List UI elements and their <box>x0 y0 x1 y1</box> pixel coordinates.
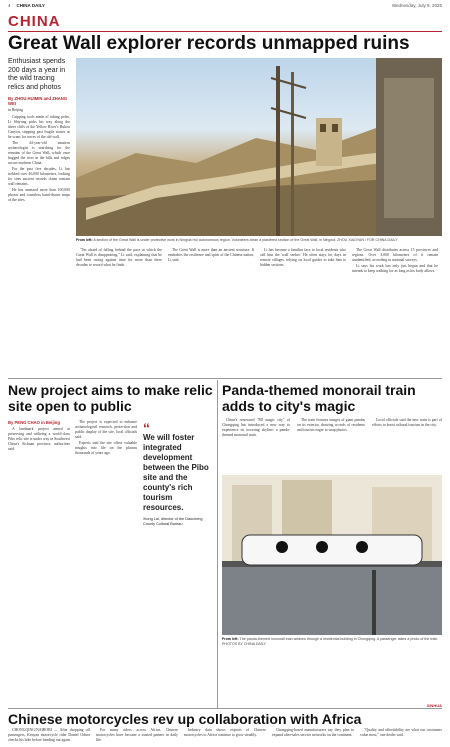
quote-text: We will foster integrated development between the Pibo site and the county's rich tourism resources. <box>143 433 209 512</box>
headline-great-wall: Great Wall explorer records unmapped ruins <box>8 33 410 54</box>
story1-column <box>260 248 346 275</box>
story1-sidebar <box>8 58 70 204</box>
page-number: 4 <box>8 3 11 8</box>
quote-mark-icon: “ <box>143 420 150 436</box>
panda-train-illustration <box>222 475 442 635</box>
divider <box>8 378 442 379</box>
quote-attribution: Xiong Lai, director of the Daocheng County Cultural Bureau <box>143 517 203 526</box>
great-wall-illustration <box>76 58 442 236</box>
story1-column <box>76 248 162 275</box>
story3-col-b <box>297 418 365 434</box>
story3-paragraph: Local officials said the new train is part of efforts to boost cultural tourism in the city. <box>372 418 442 427</box>
story1-columns <box>76 248 438 275</box>
brand-name: CHINA DAILY <box>16 3 45 8</box>
column-divider <box>217 380 218 708</box>
story1-col-paragraph: The Great Wall is more than an ancient structure. It embodies the resilience and spirit of the Chinese nation, Li said. <box>168 248 254 262</box>
story1-byline: By ZHOU HUIMIN and ZHANG WEI <box>8 96 68 106</box>
section-rule <box>8 31 442 32</box>
caption-lead: From left: <box>76 238 93 242</box>
story4-paragraph: Chongqing-based manufacturers say they plan to expand after-sales service networks on the continent. <box>272 728 354 737</box>
story2-col-a <box>8 420 70 453</box>
story2-col-b <box>75 420 137 457</box>
story4-paragraph: Industry data shows exports of Chinese motorcycles to Africa continue to grow steadily. <box>184 728 266 737</box>
issue-date: Wednesday, July 9, 2025 <box>391 3 442 8</box>
story2-paragraph: Experts said the site offers valuable insights into life on the plateau thousands of years ago. <box>75 441 137 455</box>
story1-col-paragraph: Li says his work has only just begun and that he intends to keep walking for as long as his body allows. <box>352 264 438 273</box>
story3-col-a <box>222 418 290 439</box>
story1-dateline: in Beijing <box>8 108 24 112</box>
story2-byline: By PENG CHAO in Beijing <box>8 420 60 425</box>
story1-body <box>8 115 70 203</box>
story2-paragraph: A landmark project aimed at preserving and utilizing a world-class Pibo relic site is under way in Southwest China's Sichuan province, authorities said. <box>8 427 70 451</box>
masthead <box>8 3 442 13</box>
agency-tag: XINHUA <box>426 703 442 708</box>
story1-paragraph: Gripping tools made of tubing poles, Li Shiyong picks his way along the sheer cliffs of the Yellow River's Hukou Canyon, stepping past fragile stones as he scans for traces of the old wall. <box>8 115 70 139</box>
story4-column <box>96 728 178 744</box>
caption-lead: From left: <box>222 637 239 641</box>
story3-paragraph: China's renowned "8D magic city" of Chongqing has introduced a new way to experience its towering skyline: a panda-themed monorail train. <box>222 418 290 437</box>
story1-deck: Enthusiast spends 200 days a year in the wild tracing relics and photos <box>8 58 66 91</box>
story3-paragraph: The train features images of giant pandas on its exterior, drawing crowds of residents and tourists eager to snap photos. <box>297 418 365 432</box>
headline-relic-site: New project aims to make relic site open to public <box>8 382 213 414</box>
story1-col-paragraph: The Great Wall distributes across 15 provinces and regions. Over 3,000 kilometers of it remain unidentified, according to national surveys. <box>352 248 438 262</box>
headline-motorcycles: Chinese motorcycles rev up collaboration with Africa <box>8 711 362 727</box>
story4-column <box>272 728 354 744</box>
story1-paragraph: For the past five decades, Li has trekked over 46,000 kilometers, looking for sites ancient records claim contain wall remains. <box>8 167 70 186</box>
pull-quote <box>143 420 213 527</box>
story4-column <box>360 728 442 744</box>
photo1-caption <box>76 238 442 243</box>
story4-column <box>8 728 90 744</box>
story3-col-c <box>372 418 442 429</box>
story4-column <box>184 728 266 744</box>
headline-panda-train: Panda-themed monorail train adds to city's magic <box>222 382 416 414</box>
caption-text: The panda-themed monorail train weaves through a residential building in Chongqing. A passenger takes a photo of the train. PHOTOS BY CHINA DAILY <box>222 637 439 646</box>
story1-paragraph: The 44-year-old amateur archaeologist is searching for the remains of the Great Wall, which once hugged the river in the hills and ridges across northern China. <box>8 141 70 165</box>
story1-column <box>352 248 438 275</box>
divider <box>8 708 442 709</box>
story1-paragraph: He has amassed more than 100,000 photos and countless hand-drawn maps of the sites. <box>8 188 70 202</box>
caption-text: A section of the Great Wall is under protective work in Ningxia Hui autonomous region. Volunteers clean a plastered section of the Great Wall, in Ningxia. ZHOU XIAOYAN / FOR CHINA DAILY <box>93 238 398 242</box>
story1-col-paragraph: "I'm afraid of falling behind the pace at which the Great Wall is disappearing," Li said, explaining that he had been racing against time for more than three decades to record what he finds. <box>76 248 162 267</box>
great-wall-photo <box>76 58 442 236</box>
story2-paragraph: The project is expected to enhance archaeological research, protection and public display of the site, local officials said. <box>75 420 137 439</box>
story4-paragraph: For many riders across Africa, Chinese motorcycles have become a trusted partner in daily life. <box>96 728 178 742</box>
panda-train-photo <box>222 475 442 635</box>
story1-column <box>168 248 254 275</box>
section-title: CHINA <box>8 13 61 30</box>
photo2-caption <box>222 637 442 646</box>
story4-paragraph: CHONGQING/NAIROBI — After dropping off passengers, Kenyan motorcycle rider Daniel Oduor checks his bike before heading out again. <box>8 728 90 742</box>
story1-col-paragraph: Li has become a familiar face to local residents who call him the 'wall seeker.' He often stays for days in remote villages, relying on local guides to take him to hidden sections. <box>260 248 346 267</box>
story4-paragraph: "Quality and affordability are what our customers value most," one dealer said. <box>360 728 442 737</box>
story4-columns <box>8 728 442 744</box>
